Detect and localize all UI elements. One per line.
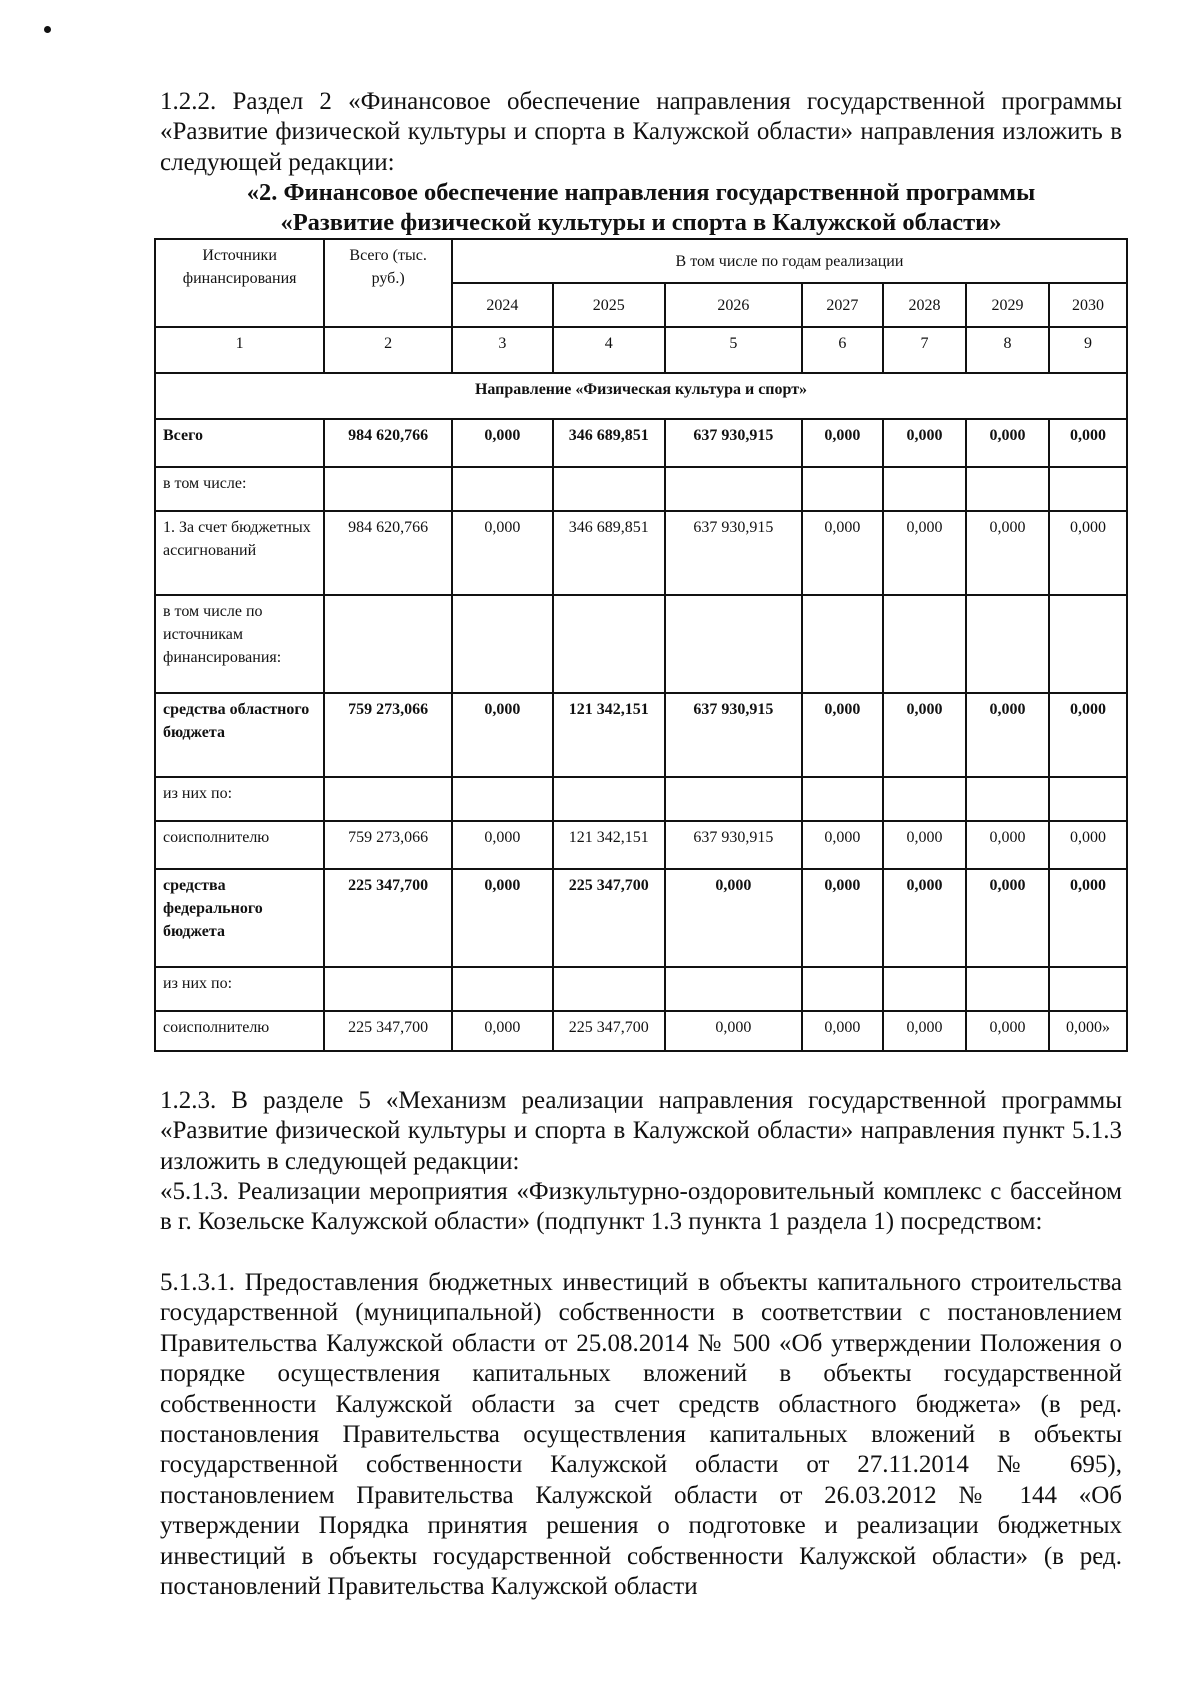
table-cell: 637 930,915	[665, 511, 802, 595]
table-cell: 0,000	[883, 869, 966, 967]
row-label: средства федерального бюджета	[155, 869, 324, 967]
table-cell: 0,000	[802, 693, 883, 777]
column-number: 6	[802, 327, 883, 373]
table-cell	[966, 467, 1049, 511]
row-label: из них по:	[155, 777, 324, 821]
header-total: Всего (тыс. руб.)	[324, 239, 452, 327]
table-cell: 0,000	[1049, 821, 1127, 869]
section-title: Направление «Физическая культура и спорт»	[155, 373, 1127, 419]
table-cell: 0,000	[802, 869, 883, 967]
header-year: 2027	[802, 283, 883, 327]
table-cell: 0,000	[966, 419, 1049, 467]
table-cell	[324, 595, 452, 693]
table-row	[155, 419, 1127, 467]
table-cell: 0,000	[452, 693, 553, 777]
table-cell	[665, 777, 802, 821]
header-year: 2026	[665, 283, 802, 327]
column-number: 2	[324, 327, 452, 373]
header-year: 2030	[1049, 283, 1127, 327]
financing-table	[154, 238, 1128, 1052]
table-cell: 0,000	[883, 1011, 966, 1051]
table-cell	[802, 777, 883, 821]
table-cell: 0,000	[966, 1011, 1049, 1051]
row-label: 1. За счет бюджетных ассигнований	[155, 511, 324, 595]
table-cell: 0,000	[883, 821, 966, 869]
table-cell: 0,000	[452, 1011, 553, 1051]
column-number: 9	[1049, 327, 1127, 373]
table-cell: 0,000	[966, 693, 1049, 777]
table-cell: 0,000	[665, 1011, 802, 1051]
table-cell	[1049, 467, 1127, 511]
table-cell: 225 347,700	[553, 869, 665, 967]
section-heading	[160, 178, 1122, 238]
table-cell: 346 689,851	[553, 419, 665, 467]
paragraph-1-2-3: 1.2.3. В разделе 5 «Механизм реализации направления государственной программы «Развитие физической культуры и спорта в Калужской области» направления пункт 5.1.3 изложить в следующей редакции:	[160, 1087, 1122, 1175]
table-row	[155, 821, 1127, 869]
table-cell: 0,000	[802, 821, 883, 869]
table-cell: 0,000	[802, 419, 883, 467]
heading-line-1: «2. Финансовое обеспечение направления государственной программы	[246, 179, 1036, 206]
table-cell: 0,000	[966, 511, 1049, 595]
header-year: 2028	[883, 283, 966, 327]
table-cell: 121 342,151	[553, 821, 665, 869]
row-label: в том числе по источникам финансирования:	[155, 595, 324, 693]
paragraph-5-1-3-1: 5.1.3.1. Предоставления бюджетных инвестиций в объекты капитального строительства государственной (муниципальной) собственности в соответствии с постановлением Правительства Калужской области от 25.08.2014 № 500 «Об утверждении Положения о порядке осуществления капитальных вложений в объекты государственной собственности Калужской области за счет средств областного бюджета» (в ред. постановления Правительства осуществления капитальных вложений в объекты государственной собственности Калужской области от 27.11.2014 № 695), постановлением Правительства Калужской области от 26.03.2012 № 144 «Об утверждении Порядка принятия решения о подготовке и реализации бюджетных инвестиций в объекты государственной собственности Калужской области» (в ред. постановлений Правительства Калужской области	[160, 1269, 1122, 1601]
table-cell: 0,000	[1049, 511, 1127, 595]
table-row	[155, 1011, 1127, 1051]
table-cell	[966, 967, 1049, 1011]
table-row	[155, 869, 1127, 967]
table-cell: 0,000	[665, 869, 802, 967]
table-cell: 0,000	[883, 419, 966, 467]
table-cell	[883, 967, 966, 1011]
table-cell: 0,000	[966, 821, 1049, 869]
table-cell	[665, 595, 802, 693]
heading-line-2: «Развитие физической культуры и спорта в Калужской области»	[280, 209, 1002, 236]
table-cell	[553, 967, 665, 1011]
table-cell	[883, 467, 966, 511]
table-cell: 0,000	[1049, 693, 1127, 777]
table-cell: 121 342,151	[553, 693, 665, 777]
table-cell: 0,000	[883, 511, 966, 595]
table-cell: 984 620,766	[324, 419, 452, 467]
header-years-caption: В том числе по годам реализации	[452, 239, 1127, 283]
table-cell: 225 347,700	[324, 1011, 452, 1051]
table-cell: 0,000	[802, 1011, 883, 1051]
table-cell: 0,000	[452, 821, 553, 869]
table-cell: 637 930,915	[665, 693, 802, 777]
table-cell: 759 273,066	[324, 821, 452, 869]
table-cell	[452, 467, 553, 511]
table-cell	[324, 467, 452, 511]
table-cell: 984 620,766	[324, 511, 452, 595]
row-label: Всего	[155, 419, 324, 467]
table-cell	[883, 595, 966, 693]
table-row	[155, 511, 1127, 595]
table-cell: 0,000»	[1049, 1011, 1127, 1051]
row-label: средства областного бюджета	[155, 693, 324, 777]
table-cell: 0,000	[1049, 869, 1127, 967]
table-cell	[802, 467, 883, 511]
table-cell	[452, 967, 553, 1011]
table-cell: 225 347,700	[324, 869, 452, 967]
table-cell	[553, 467, 665, 511]
page-marker-dot	[44, 26, 51, 33]
table-cell	[553, 777, 665, 821]
header-year: 2025	[553, 283, 665, 327]
table-cell	[665, 467, 802, 511]
table-cell	[966, 595, 1049, 693]
column-number: 1	[155, 327, 324, 373]
table-cell: 225 347,700	[553, 1011, 665, 1051]
paragraph-5-1-3: «5.1.3. Реализации мероприятия «Физкультурно-оздоровительный комплекс с бассейном в г. Козельске Калужской области» (подпункт 1.3 пункта 1 раздела 1) посредством:	[160, 1178, 1122, 1236]
table-cell	[1049, 967, 1127, 1011]
table-cell	[452, 777, 553, 821]
table-cell	[802, 595, 883, 693]
table-cell: 0,000	[452, 419, 553, 467]
row-label: соисполнителю	[155, 821, 324, 869]
table-row	[155, 595, 1127, 693]
table-cell: 0,000	[1049, 419, 1127, 467]
table-cell	[324, 967, 452, 1011]
table-cell: 0,000	[802, 511, 883, 595]
table-cell: 0,000	[452, 511, 553, 595]
column-numbers-row	[155, 327, 1127, 373]
table-cell: 759 273,066	[324, 693, 452, 777]
column-number: 8	[966, 327, 1049, 373]
table-cell	[1049, 595, 1127, 693]
column-number: 3	[452, 327, 553, 373]
table-cell: 637 930,915	[665, 419, 802, 467]
column-number: 5	[665, 327, 802, 373]
paragraph-1-2-2: 1.2.2. Раздел 2 «Финансовое обеспечение направления государственной программы «Развитие физической культуры и спорта в Калужской области» направления изложить в следующей редакции:	[160, 88, 1122, 176]
table-cell: 0,000	[883, 693, 966, 777]
table-cell: 637 930,915	[665, 821, 802, 869]
row-label: из них по:	[155, 967, 324, 1011]
table-cell	[553, 595, 665, 693]
table-cell	[1049, 777, 1127, 821]
table-cell	[966, 777, 1049, 821]
table-cell	[802, 967, 883, 1011]
table-cell	[883, 777, 966, 821]
row-label: в том числе:	[155, 467, 324, 511]
row-label: соисполнителю	[155, 1011, 324, 1051]
table-row	[155, 777, 1127, 821]
table-row	[155, 967, 1127, 1011]
table-cell	[665, 967, 802, 1011]
table-cell: 0,000	[452, 869, 553, 967]
header-year: 2024	[452, 283, 553, 327]
table-cell	[452, 595, 553, 693]
column-number: 4	[553, 327, 665, 373]
table-cell: 346 689,851	[553, 511, 665, 595]
table-cell	[324, 777, 452, 821]
header-year: 2029	[966, 283, 1049, 327]
column-number: 7	[883, 327, 966, 373]
header-sources: Источники финансирования	[155, 239, 324, 327]
table-cell: 0,000	[966, 869, 1049, 967]
table-row	[155, 693, 1127, 777]
table-row	[155, 467, 1127, 511]
